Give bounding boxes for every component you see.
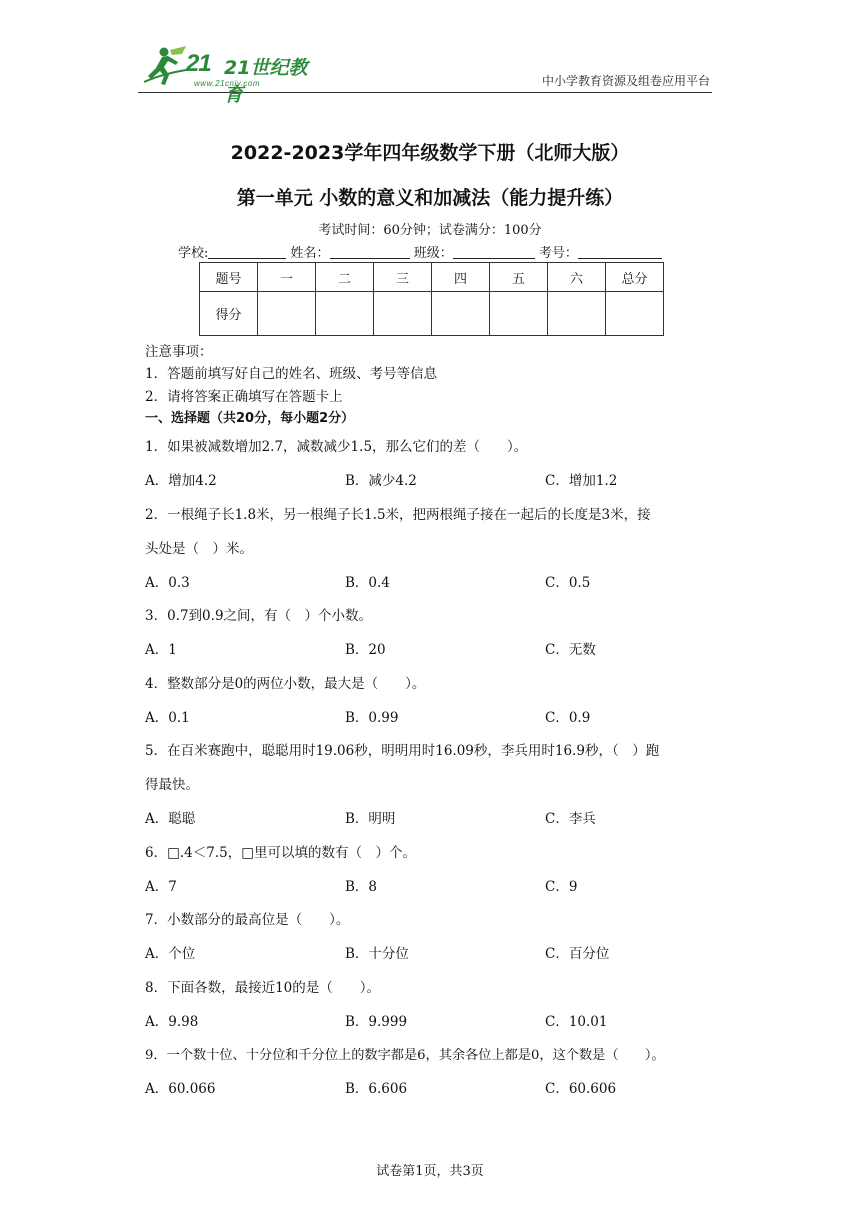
score-header-cell: 五	[490, 263, 548, 292]
option-a: A．9.98	[145, 1014, 199, 1030]
score-cell[interactable]	[316, 292, 374, 336]
score-table	[199, 262, 664, 336]
option-b: B．20	[345, 642, 386, 658]
question-text: 4．整数部分是0的两位小数，最大是（ ）。	[145, 676, 426, 692]
name-label: 姓名：	[290, 246, 330, 261]
number-field[interactable]	[578, 245, 662, 259]
option-c: C．无数	[545, 642, 596, 658]
option-c: C．增加1.2	[545, 473, 618, 489]
score-cell[interactable]	[432, 292, 490, 336]
page-subtitle: 第一单元 小数的意义和加减法（能力提升练）	[236, 187, 624, 209]
score-header-cell: 三	[374, 263, 432, 292]
question-text: 9．一个数十位、十分位和千分位上的数字都是6，其余各位上都是0，这个数是（ ）。	[145, 1048, 665, 1063]
page-footer: 试卷第1页，共3页	[376, 1164, 484, 1179]
score-header-cell: 六	[548, 263, 606, 292]
option-b: B．减少4.2	[345, 473, 417, 489]
question-text: 6．□.4＜7.5，□里可以填的数有（ ）个。	[145, 845, 416, 861]
logo-url: www.21cnjy.com	[194, 79, 260, 88]
option-a: A．0.1	[145, 710, 190, 726]
notes-title: 注意事项：	[145, 344, 213, 360]
question-text-cont: 头处是（ ）米。	[145, 541, 253, 557]
question-text: 3．0.7到0.9之间，有（ ）个小数。	[145, 608, 373, 624]
option-a: A．聪聪	[145, 811, 196, 827]
score-cell[interactable]	[606, 292, 664, 336]
question-text: 8．下面各数，最接近10的是（ ）。	[145, 980, 381, 996]
note-item: 1．答题前填写好自己的姓名、班级、考号等信息	[145, 366, 438, 382]
option-a: A．60.066	[145, 1081, 216, 1097]
option-a: A．1	[145, 642, 177, 658]
option-c: C．10.01	[545, 1014, 608, 1030]
option-c: C．60.606	[545, 1081, 617, 1097]
runner-icon	[142, 46, 188, 86]
note-item: 2．请将答案正确填写在答题卡上	[145, 389, 343, 405]
option-b: B．明明	[345, 811, 396, 827]
logo-number: 21	[186, 50, 211, 77]
score-header-cell: 题号	[200, 263, 258, 292]
number-label: 考号：	[538, 246, 578, 261]
option-a: A．0.3	[145, 575, 190, 591]
score-cell[interactable]	[258, 292, 316, 336]
name-field[interactable]	[330, 245, 410, 259]
option-a: A．7	[145, 879, 177, 895]
option-c: C．李兵	[545, 811, 596, 827]
option-b: B．6.606	[345, 1081, 408, 1097]
option-c: C．0.5	[545, 575, 591, 591]
option-b: B．0.4	[345, 575, 390, 591]
score-cell[interactable]	[490, 292, 548, 336]
score-cell[interactable]	[548, 292, 606, 336]
header-platform-text: 中小学教育资源及组卷应用平台	[541, 74, 710, 88]
option-c: C．百分位	[545, 946, 610, 962]
question-text: 5．在百米赛跑中，聪聪用时19.06秒，明明用时16.09秒，李兵用时16.9秒，（ ）跑	[145, 743, 660, 759]
question-text: 1．如果被减数增加2.7，减数减少1.5，那么它们的差（ ）。	[145, 439, 528, 455]
score-header-cell: 四	[432, 263, 490, 292]
question-text-cont: 得最快。	[145, 777, 199, 793]
option-b: B．十分位	[345, 946, 409, 962]
score-header-cell: 总分	[606, 263, 664, 292]
logo	[142, 44, 312, 106]
option-a: A．增加4.2	[145, 473, 217, 489]
class-field[interactable]	[453, 245, 535, 259]
option-b: B．0.99	[345, 710, 399, 726]
option-c: C．0.9	[545, 710, 591, 726]
logo-text: 21世纪教育	[224, 57, 308, 106]
score-cell[interactable]	[374, 292, 432, 336]
option-c: C．9	[545, 879, 578, 895]
score-header-cell: 一	[258, 263, 316, 292]
class-label: 班级：	[413, 246, 453, 261]
section-heading: 一、选择题（共20分，每小题2分）	[145, 411, 355, 426]
option-a: A．个位	[145, 946, 196, 962]
score-row-label: 得分	[200, 292, 258, 336]
option-b: B．8	[345, 879, 378, 895]
student-info-fields	[178, 242, 662, 261]
school-field[interactable]	[208, 245, 286, 259]
school-label: 学校:	[178, 246, 209, 261]
exam-info: 考试时间：60分钟；试卷满分：100分	[318, 223, 542, 238]
page-title: 2022-2023学年四年级数学下册（北师大版）	[230, 142, 630, 164]
score-header-cell: 二	[316, 263, 374, 292]
page-header	[138, 40, 712, 106]
question-text: 2．一根绳子长1.8米，另一根绳子长1.5米，把两根绳子接在一起后的长度是3米，接	[145, 507, 651, 523]
option-b: B．9.999	[345, 1014, 408, 1030]
question-text: 7．小数部分的最高位是（ ）。	[145, 912, 350, 928]
